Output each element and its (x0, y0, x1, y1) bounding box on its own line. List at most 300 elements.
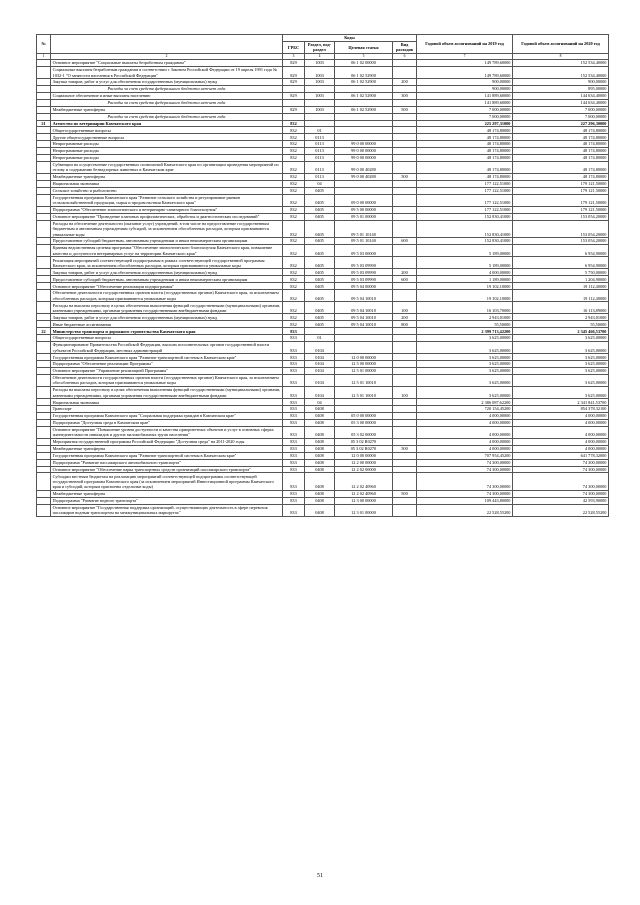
row-sum-2019: 74 300,00000 (417, 490, 513, 497)
header-num: № (37, 35, 51, 54)
row-sum-2019: 3 625,00000 (417, 387, 513, 399)
column-index: 1 (37, 54, 51, 60)
row-target-article: 12 5 01 10010 (335, 374, 393, 386)
row-num (37, 187, 51, 194)
row-sum-2019: 149 789,60000 (417, 60, 513, 67)
row-expense-type (393, 206, 417, 213)
row-grbs: 832 (283, 141, 305, 148)
row-sum-2019: 48 174,80000 (417, 127, 513, 134)
row-target-article: 12 0 00 00000 (335, 452, 393, 459)
row-razdel: 0408 (305, 490, 335, 497)
table-row (37, 504, 609, 516)
row-target-article: 09 5 03 09990 (335, 276, 393, 283)
row-target-article (335, 113, 393, 120)
row-num (37, 257, 51, 269)
row-name: Субсидии местным бюджетам на реализацию мероприятий соответствующей подпрограммы соответствующей государственной программы Камчатского края (за исключением мероприятий Инвестиционной программы Камчатского края и субсидий, которым присвоены отдельные коды) (51, 473, 283, 490)
row-expense-type: 100 (393, 302, 417, 314)
row-num (37, 387, 51, 399)
column-index: 5 (335, 54, 393, 60)
row-num (37, 354, 51, 361)
row-expense-type (393, 368, 417, 375)
row-sum-2020: 48 174,80000 (513, 134, 609, 141)
row-grbs: 833 (283, 490, 305, 497)
row-razdel: 0104 (305, 387, 335, 399)
row-grbs: 832 (283, 194, 305, 206)
row-num (37, 141, 51, 148)
row-target-article: 06 1 02 52900 (335, 66, 393, 78)
row-target-article: 05 0 00 00000 (335, 413, 393, 420)
row-num (37, 426, 51, 438)
row-num (37, 342, 51, 354)
row-sum-2020: 179 121,50000 (513, 187, 609, 194)
row-target-article: 05 3 02 00000 (335, 426, 393, 438)
row-expense-type (393, 413, 417, 420)
row-target-article (335, 328, 393, 335)
row-name: Непрограммные расходы (51, 141, 283, 148)
row-num (37, 283, 51, 290)
row-razdel: 0104 (305, 361, 335, 368)
row-sum-2020: 153 054,20000 (513, 220, 609, 237)
row-num (37, 238, 51, 245)
row-grbs: 832 (283, 220, 305, 237)
table-row (37, 206, 609, 213)
row-razdel: 04 (305, 399, 335, 406)
row-sum-2020: 74 300,00000 (513, 490, 609, 497)
row-num (37, 92, 51, 99)
row-target-article: 12 2 00 00000 (335, 459, 393, 466)
row-expense-type (393, 86, 417, 93)
table-row (37, 413, 609, 420)
row-razdel: 0405 (305, 245, 335, 257)
header-target-article: Целевая статья (335, 41, 393, 53)
row-sum-2020: 144 634,40000 (513, 92, 609, 99)
row-num: 22 (37, 328, 51, 335)
row-grbs: 832 (283, 238, 305, 245)
row-razdel: 0405 (305, 314, 335, 321)
row-note: Расходы за счет средств федерального бюджета нет-нет года (51, 99, 283, 106)
row-sum-2019: 141 889,60000 (417, 99, 513, 106)
row-grbs: 833 (283, 419, 305, 426)
row-razdel: 0405 (305, 213, 335, 220)
table-row (37, 127, 609, 134)
row-expense-type (393, 141, 417, 148)
row-sum-2020: 7 000,00000 (513, 113, 609, 120)
table-row (37, 79, 609, 86)
row-sum-2019: 4 000,00000 (417, 445, 513, 452)
row-expense-type (393, 134, 417, 141)
row-grbs: 833 (283, 473, 305, 490)
row-num (37, 86, 51, 93)
row-note: Расходы за счет средств федерального бюджета нет-нет года (51, 86, 283, 93)
row-razdel: 0408 (305, 439, 335, 446)
table-row (37, 302, 609, 314)
row-num (37, 245, 51, 257)
row-razdel: 0408 (305, 473, 335, 490)
row-razdel: 0405 (305, 290, 335, 302)
row-sum-2020: 55,50000 (513, 321, 609, 328)
row-num (37, 161, 51, 173)
row-sum-2020: 2 943,01000 (513, 314, 609, 321)
row-grbs: 832 (283, 120, 305, 127)
header-sum-2019: Годовой объем ассигнований на 2019 год (417, 35, 513, 54)
row-grbs: 833 (283, 328, 305, 335)
row-name: Межбюджетные трансферты (51, 445, 283, 452)
row-expense-type (393, 419, 417, 426)
table-row (37, 314, 609, 321)
table-row (37, 245, 609, 257)
table-row (37, 220, 609, 237)
header-sum-2020: Годовой объем ассигнований на 2020 год (513, 35, 609, 54)
table-row (37, 466, 609, 473)
row-sum-2019: 48 174,80000 (417, 148, 513, 155)
row-expense-type (393, 406, 417, 413)
row-num (37, 213, 51, 220)
row-razdel: 0113 (305, 134, 335, 141)
row-expense-type: 800 (393, 321, 417, 328)
row-sum-2019: 48 174,80000 (417, 141, 513, 148)
row-name: Обеспечение деятельности государственных органов власти (государственных органов) Камчатского края, за исключением обособленных расходов, которым присваиваются уникальные коды (51, 374, 283, 386)
row-sum-2019: 707 954,45200 (417, 452, 513, 459)
row-grbs: 833 (283, 342, 305, 354)
row-sum-2019: 55,50000 (417, 321, 513, 328)
row-sum-2020: 48 174,80000 (513, 154, 609, 161)
row-expense-type (393, 180, 417, 187)
row-target-article: 99 0 00 00000 (335, 141, 393, 148)
row-sum-2020: 5 750,00000 (513, 269, 609, 276)
row-num (37, 269, 51, 276)
row-grbs: 832 (283, 276, 305, 283)
row-name: Субвенции на осуществление государственных полномочий Камчатского края по организации проведения мероприятий по отлову и содержанию безнадзорных животных в Камчатском крае (51, 161, 283, 173)
row-target-article: 99 0 00 40280 (335, 174, 393, 181)
row-target-article: 09 5 04 10010 (335, 302, 393, 314)
row-sum-2020: 48 174,80000 (513, 161, 609, 173)
row-sum-2020: 179 121,50000 (513, 180, 609, 187)
row-expense-type: 200 (393, 79, 417, 86)
row-sum-2020: 3 625,00000 (513, 335, 609, 342)
row-sum-2019: 3 625,00000 (417, 342, 513, 354)
section-row (37, 120, 609, 127)
row-num (37, 194, 51, 206)
row-razdel: 0113 (305, 141, 335, 148)
row-name: Основное мероприятие "Управление реализацией Программы" (51, 368, 283, 375)
row-name: Государственная программа Камчатского края "Развитие сельского хозяйства и регулирование рынков сельскохозяйственной продукции, сырья и продовольствия Камчатского края" (51, 194, 283, 206)
row-target-article: 09 5 00 00000 (335, 206, 393, 213)
table-row (37, 161, 609, 173)
column-index: 4 (305, 54, 335, 60)
table-row (37, 321, 609, 328)
row-sum-2020: 179 121,50000 (513, 206, 609, 213)
row-grbs: 832 (283, 134, 305, 141)
row-grbs: 832 (283, 245, 305, 257)
row-grbs: 832 (283, 321, 305, 328)
row-name: Сельское хозяйство и рыболовство (51, 187, 283, 194)
row-target-article: 99 0 00 00000 (335, 148, 393, 155)
row-name: Краевая ведомственная целевая программа "Обеспечение эпизоотического благополучия Камчатского края, повышение качества и доступности ветеринарных услуг на территории Камчатского края" (51, 245, 283, 257)
row-sum-2019: 177 122,51000 (417, 206, 513, 213)
row-grbs: 832 (283, 269, 305, 276)
row-name: Общегосударственные вопросы (51, 335, 283, 342)
row-razdel: 0405 (305, 238, 335, 245)
table-row (37, 283, 609, 290)
row-sum-2020: 153 054,20000 (513, 213, 609, 220)
row-num (37, 466, 51, 473)
row-num (37, 368, 51, 375)
row-name: Основное мероприятие "Повышение уровня доступности и качества приоритетных объектов и услуг в основных сферах жизнедеятельности инвалидов и других маломобильных групп населения" (51, 426, 283, 438)
row-grbs: 829 (283, 106, 305, 113)
row-razdel: 1003 (305, 79, 335, 86)
row-target-article (335, 180, 393, 187)
table-row (37, 361, 609, 368)
row-target-article: 12 5 01 00000 (335, 368, 393, 375)
row-name: Основное мероприятие "Проведение плановых профилактических, обработок и диагностических исследований" (51, 213, 283, 220)
row-num (37, 399, 51, 406)
row-name: Основное мероприятие "Обеспечение реализации подпрограммы" (51, 283, 283, 290)
row-target-article (335, 134, 393, 141)
row-expense-type: 500 (393, 174, 417, 181)
row-expense-type (393, 399, 417, 406)
row-sum-2019: 2 386 087,62200 (417, 399, 513, 406)
row-expense-type (393, 220, 417, 237)
row-num (37, 206, 51, 213)
row-sum-2020: 144 634,40000 (513, 99, 609, 106)
column-index: 6 (393, 54, 417, 60)
row-num (37, 490, 51, 497)
row-sum-2019: 19 102,10000 (417, 283, 513, 290)
row-sum-2020: 48 174,80000 (513, 141, 609, 148)
row-sum-2019: 4 000,00000 (417, 413, 513, 420)
row-num (37, 361, 51, 368)
row-name: Иные бюджетные ассигнования (51, 321, 283, 328)
row-target-article: 09 5 04 10010 (335, 290, 393, 302)
table-row (37, 452, 609, 459)
table-row (37, 106, 609, 113)
table-row (37, 290, 609, 302)
row-sum-2019: 4 000,00000 (417, 426, 513, 438)
row-num (37, 314, 51, 321)
row-sum-2020: 7 000,00000 (513, 106, 609, 113)
row-grbs (283, 86, 305, 93)
row-expense-type (393, 161, 417, 173)
header-expense-type: Вид расходов (393, 41, 417, 53)
note-row (37, 86, 609, 93)
row-sum-2019: 152 830,41000 (417, 238, 513, 245)
row-grbs: 833 (283, 361, 305, 368)
table-row (37, 342, 609, 354)
row-razdel: 0408 (305, 419, 335, 426)
row-sum-2019: 1 189,00000 (417, 276, 513, 283)
row-num (37, 504, 51, 516)
row-razdel: 1003 (305, 66, 335, 78)
row-sum-2020: 16 113,89000 (513, 302, 609, 314)
row-target-article: 99 0 00 40280 (335, 161, 393, 173)
row-target-article (335, 406, 393, 413)
row-name: Основное мероприятие "Государственная поддержка организаций, осуществляющих деятельность в сфере перевозок пассажиров водным транспортом на межмуниципальных маршрутах" (51, 504, 283, 516)
row-target-article (335, 187, 393, 194)
row-target-article (335, 342, 393, 354)
row-razdel: 0113 (305, 148, 335, 155)
row-expense-type: 500 (393, 106, 417, 113)
table-row (37, 354, 609, 361)
row-grbs: 829 (283, 92, 305, 99)
row-expense-type (393, 245, 417, 257)
row-sum-2019: 2 399 713,42200 (417, 328, 513, 335)
row-expense-type (393, 504, 417, 516)
row-sum-2020: 4 000,00000 (513, 445, 609, 452)
row-grbs: 833 (283, 439, 305, 446)
row-expense-type (393, 466, 417, 473)
table-row (37, 66, 609, 78)
row-num (37, 113, 51, 120)
table-row (37, 141, 609, 148)
row-sum-2019: 48 174,80000 (417, 161, 513, 173)
row-sum-2020: 42 593,90000 (513, 497, 609, 504)
row-sum-2020: 74 300,00000 (513, 473, 609, 490)
row-sum-2019: 48 174,80000 (417, 154, 513, 161)
row-num (37, 419, 51, 426)
row-num (37, 174, 51, 181)
row-razdel (305, 113, 335, 120)
row-razdel: 0405 (305, 302, 335, 314)
row-sum-2020: 3 625,00000 (513, 368, 609, 375)
row-expense-type (393, 187, 417, 194)
row-razdel: 0405 (305, 283, 335, 290)
row-sum-2019: 5 189,00000 (417, 245, 513, 257)
row-num (37, 335, 51, 342)
table-row (37, 174, 609, 181)
row-num (37, 439, 51, 446)
row-expense-type (393, 328, 417, 335)
row-sum-2019: 3 625,00000 (417, 374, 513, 386)
table-row (37, 497, 609, 504)
row-expense-type: 500 (393, 490, 417, 497)
row-name: Расходы на выплаты персоналу в целях обеспечения выполнения функций государственными (муниципальными) органами, казенными учреждениями, органами управления государственными внебюджетными фондами (51, 302, 283, 314)
row-grbs: 833 (283, 426, 305, 438)
row-num (37, 220, 51, 237)
row-sum-2020: 895,00000 (513, 86, 609, 93)
row-name: Непрограммные расходы (51, 154, 283, 161)
row-sum-2020: 227 296,30000 (513, 120, 609, 127)
row-sum-2019: 152 830,41000 (417, 220, 513, 237)
row-num: 21 (37, 120, 51, 127)
row-target-article: 09 5 04 10010 (335, 314, 393, 321)
row-grbs: 832 (283, 148, 305, 155)
row-name: Межбюджетные трансферты (51, 174, 283, 181)
row-target-article (335, 399, 393, 406)
row-num (37, 445, 51, 452)
row-sum-2019: 19 102,10000 (417, 290, 513, 302)
row-razdel: 0405 (305, 269, 335, 276)
row-grbs: 832 (283, 257, 305, 269)
row-razdel: 0408 (305, 497, 335, 504)
row-razdel: 0408 (305, 452, 335, 459)
row-num (37, 497, 51, 504)
table-row (37, 257, 609, 269)
row-sum-2020: 19 112,40000 (513, 290, 609, 302)
row-expense-type: 100 (393, 387, 417, 399)
row-num (37, 148, 51, 155)
table-row (37, 419, 609, 426)
column-index: 8 (513, 54, 609, 60)
row-expense-type (393, 374, 417, 386)
table-row (37, 387, 609, 399)
row-sum-2020: 3 625,00000 (513, 374, 609, 386)
page-number: 51 (317, 873, 323, 879)
row-target-article (335, 335, 393, 342)
row-expense-type (393, 354, 417, 361)
row-target-article: 09 5 01 10140 (335, 238, 393, 245)
row-razdel: 0104 (305, 368, 335, 375)
row-sum-2020: 854 378,32100 (513, 406, 609, 413)
row-grbs: 833 (283, 445, 305, 452)
row-expense-type (393, 426, 417, 438)
column-index: 3 (283, 54, 305, 60)
row-razdel: 0405 (305, 206, 335, 213)
row-name: Государственная программа Камчатского края "Развитие транспортной системы в Камчатском крае" (51, 354, 283, 361)
table-row (37, 439, 609, 446)
row-sum-2019: 3 625,00000 (417, 368, 513, 375)
row-target-article: 09 5 04 00000 (335, 283, 393, 290)
row-target-article (335, 86, 393, 93)
row-sum-2020: 179 121,50000 (513, 194, 609, 206)
row-grbs: 832 (283, 206, 305, 213)
header-grbs: ГРБС (283, 41, 305, 53)
table-row (37, 490, 609, 497)
row-razdel: 0405 (305, 187, 335, 194)
row-grbs: 829 (283, 66, 305, 78)
table-row (37, 374, 609, 386)
row-sum-2020: 22 528,55200 (513, 504, 609, 516)
row-razdel: 0405 (305, 257, 335, 269)
row-name: Национальная экономика (51, 180, 283, 187)
table-row (37, 194, 609, 206)
row-name: Социальные выплаты безработным гражданам в соответствии с Законом Российской Федерации от 19 апреля 1991 года № 1032-1 "О занятости населения в Российской Федерации" (51, 66, 283, 78)
column-index: 2 (51, 54, 283, 60)
row-sum-2020: 48 174,80000 (513, 174, 609, 181)
row-name: Непрограммные расходы (51, 148, 283, 155)
table-row (37, 368, 609, 375)
row-razdel: 04 (305, 180, 335, 187)
row-razdel (305, 120, 335, 127)
row-expense-type (393, 452, 417, 459)
row-num (37, 154, 51, 161)
row-razdel: 1003 (305, 60, 335, 67)
row-grbs: 833 (283, 452, 305, 459)
row-sum-2019: 48 174,80000 (417, 174, 513, 181)
row-sum-2019: 2 943,01000 (417, 314, 513, 321)
note-row (37, 113, 609, 120)
row-sum-2020: 641 778,32000 (513, 452, 609, 459)
row-target-article: 09 5 04 10010 (335, 321, 393, 328)
row-expense-type: 500 (393, 445, 417, 452)
row-sum-2020: 4 000,00000 (513, 419, 609, 426)
row-num (37, 459, 51, 466)
row-expense-type: 600 (393, 276, 417, 283)
row-name: Предоставление субсидий бюджетным, автономным учреждениям и иным некоммерческим организациям (51, 238, 283, 245)
row-target-article: 09 5 01 00000 (335, 213, 393, 220)
row-expense-type (393, 459, 417, 466)
row-name: Расходы на обеспечение деятельности (оказание услуг) учреждений, в том числе на предоставление государственным бюджетным и автономным учреждениям субсидий, за исключением обособленных расходов, которым присваиваются уникальные коды (51, 220, 283, 237)
row-razdel: 1003 (305, 106, 335, 113)
row-name: Государственная программа Камчатского края "Социальная поддержка граждан в Камчатском крае" (51, 413, 283, 420)
row-target-article: 12 3 00 00000 (335, 497, 393, 504)
row-sum-2019: 22 528,55200 (417, 504, 513, 516)
row-target-article: 05 3 00 00000 (335, 419, 393, 426)
row-sum-2019: 48 174,80000 (417, 134, 513, 141)
row-grbs: 833 (283, 335, 305, 342)
row-name: Агентство по ветеринарии Камчатского края (51, 120, 283, 127)
row-grbs: 833 (283, 387, 305, 399)
row-expense-type (393, 120, 417, 127)
